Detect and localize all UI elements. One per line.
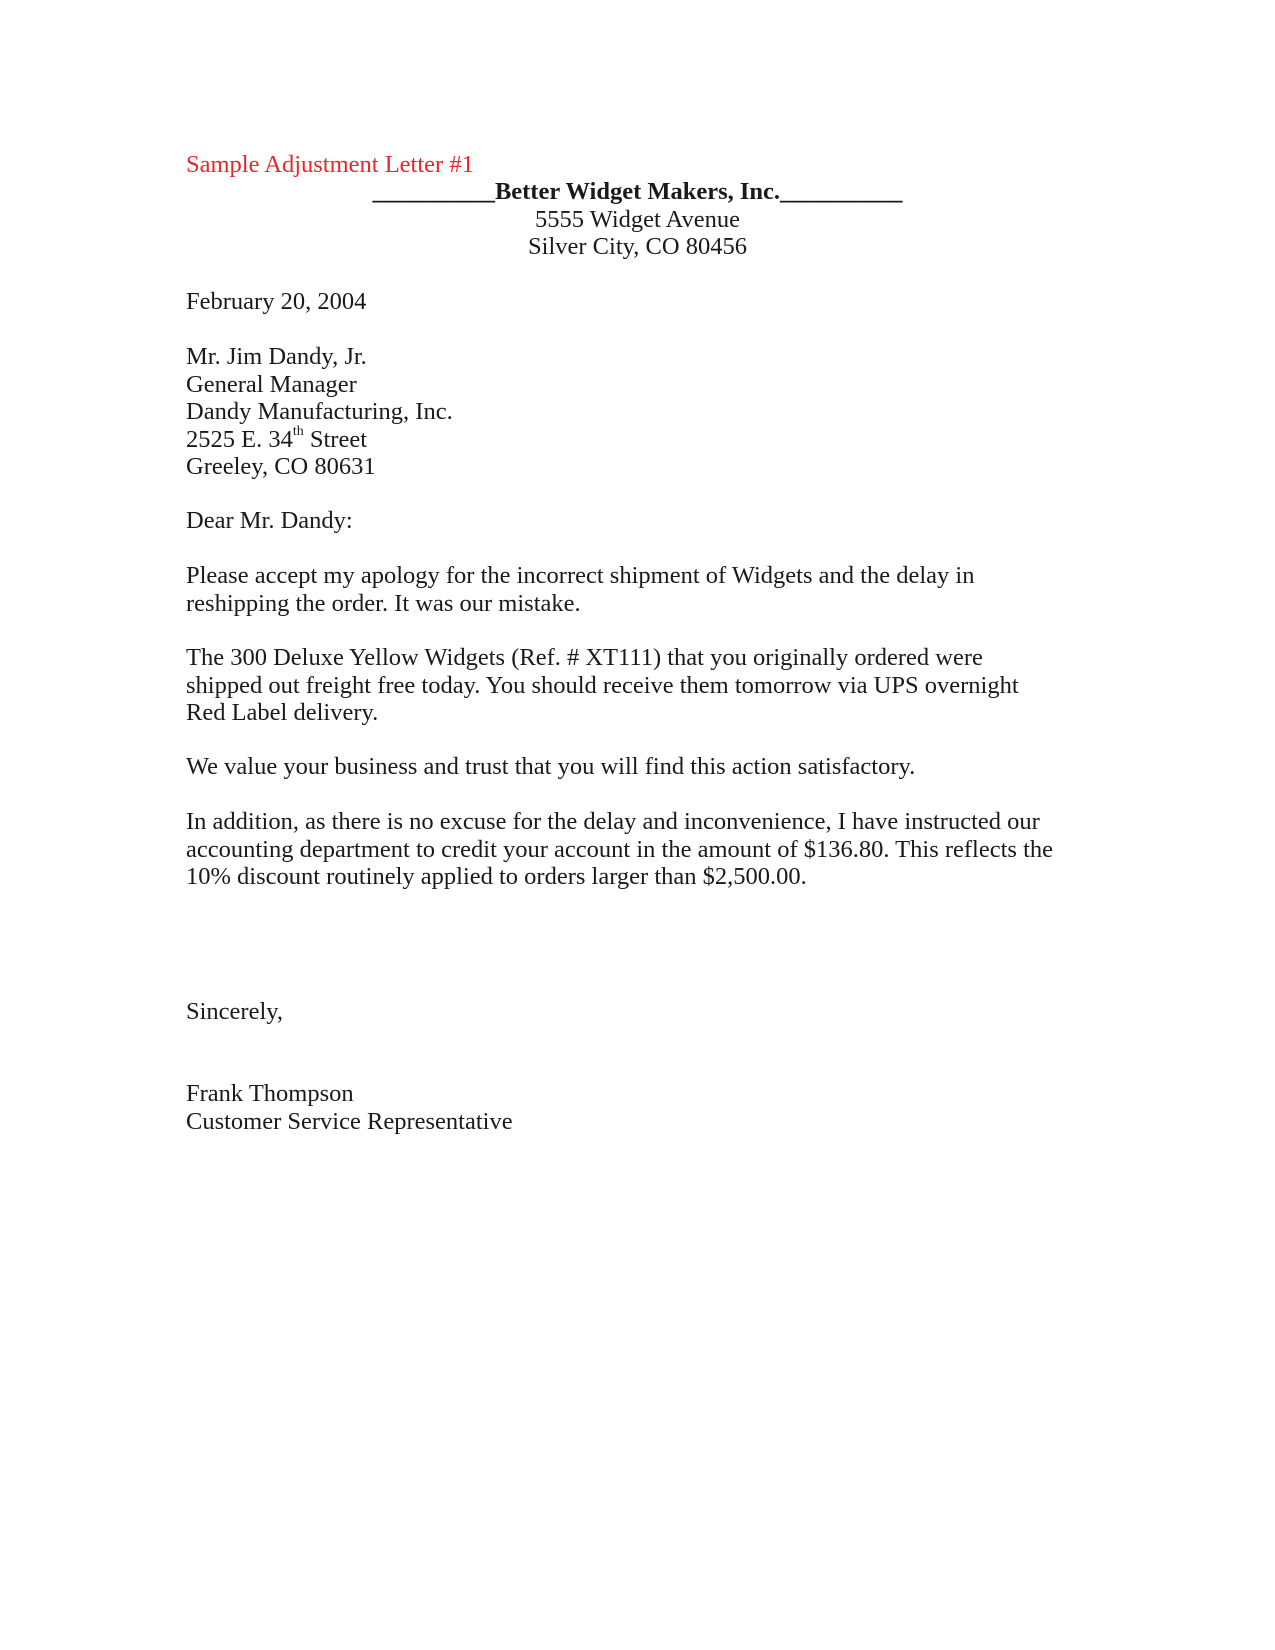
paragraph-line: In addition, as there is no excuse for the delay and inconvenience, I have instructed our [186, 808, 1040, 835]
paragraph-line: Red Label delivery. [186, 699, 379, 726]
company-address-line1: 5555 Widget Avenue [535, 205, 740, 233]
letter-date: February 20, 2004 [186, 288, 367, 315]
closing: Sincerely, [186, 998, 284, 1025]
paragraph-line: The 300 Deluxe Yellow Widgets (Ref. # XT111) that you originally ordered were [186, 644, 983, 671]
paragraph-4 [186, 808, 1086, 891]
recipient-company: Dandy Manufacturing, Inc. [186, 398, 453, 425]
paragraph-2 [186, 644, 1086, 727]
salutation: Dear Mr. Dandy: [186, 507, 353, 534]
paragraph-line: 10% discount routinely applied to orders larger than $2,500.00. [186, 863, 807, 890]
paragraph-3 [186, 753, 1086, 781]
recipient-street-suffix: Street [303, 425, 368, 453]
signature-title: Customer Service Representative [186, 1107, 513, 1135]
paragraph-line: We value your business and trust that you will find this action satisfactory. [186, 753, 916, 780]
letterhead [250, 178, 1025, 261]
recipient-street-prefix: 2525 E. 34 [186, 425, 293, 453]
recipient-title: General Manager [186, 370, 357, 398]
company-address-line2: Silver City, CO 80456 [528, 233, 747, 260]
paragraph-line: accounting department to credit your account in the amount of $136.80. This reflects the [186, 835, 1053, 863]
recipient-block [186, 343, 1086, 481]
signature-name: Frank Thompson [186, 1080, 354, 1107]
signature-block [186, 1080, 1086, 1135]
recipient-street-ordinal: th [292, 424, 304, 440]
paragraph-line: shipped out freight free today. You should receive them tomorrow via UPS overnight [186, 671, 1019, 699]
recipient-name: Mr. Jim Dandy, Jr. [186, 343, 367, 370]
paragraph-line: reshipping the order. It was our mistake. [186, 589, 581, 617]
recipient-street [186, 426, 1086, 454]
paragraph-line: Please accept my apology for the incorrect shipment of Widgets and the delay in [186, 562, 975, 589]
sample-label: Sample Adjustment Letter #1 [186, 151, 474, 178]
recipient-city: Greeley, CO 80631 [186, 453, 376, 480]
company-name: __________Better Widget Makers, Inc.__________ [372, 178, 903, 205]
paragraph-1 [186, 562, 1086, 617]
